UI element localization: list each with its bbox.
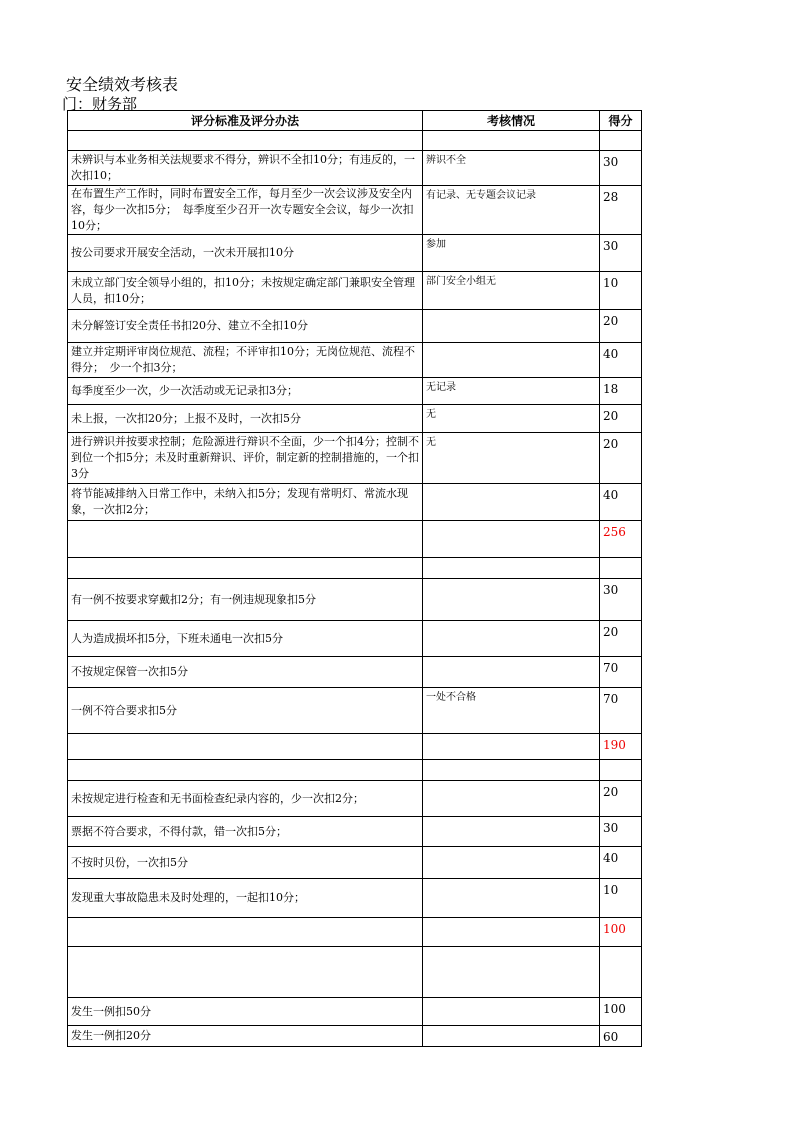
criteria-cell (68, 131, 423, 151)
score-cell: 256 (600, 521, 642, 558)
table-row (68, 879, 642, 918)
status-cell: 辨识不全 (423, 151, 600, 186)
table-row (68, 378, 642, 405)
status-cell (423, 558, 600, 579)
score-cell: 70 (600, 688, 642, 734)
table-row (68, 918, 642, 947)
status-cell (423, 781, 600, 817)
score-cell: 100 (600, 918, 642, 947)
status-cell (423, 918, 600, 947)
status-cell: 无记录 (423, 378, 600, 405)
table-row (68, 558, 642, 579)
status-cell (423, 947, 600, 998)
status-cell: 一处不合格 (423, 688, 600, 734)
table-row (68, 781, 642, 817)
score-cell: 20 (600, 781, 642, 817)
criteria-cell: 每季度至少一次，少一次活动或无记录扣3分； (68, 378, 423, 405)
criteria-cell: 未分解签订安全责任书扣20分、建立不全扣10分 (68, 310, 423, 343)
criteria-cell: 进行辨识并按要求控制；危险源进行辩识不全面，少一个扣4分；控制不到位一个扣5分；未及时重新辩识、评价，制定新的控制措施的，一个扣3分 (68, 433, 423, 484)
table-row (68, 847, 642, 879)
table-row (68, 186, 642, 235)
status-cell (423, 343, 600, 378)
score-cell: 70 (600, 657, 642, 688)
header-row (68, 111, 642, 131)
score-cell: 40 (600, 484, 642, 521)
criteria-cell: 未辨识与本业务相关法规要求不得分，辨识不全扣10分；有违反的，一次扣10； (68, 151, 423, 186)
status-cell (423, 817, 600, 847)
header-score: 得分 (600, 111, 642, 131)
status-cell (423, 579, 600, 621)
status-cell (423, 760, 600, 781)
score-cell: 40 (600, 847, 642, 879)
status-cell (423, 847, 600, 879)
score-cell: 28 (600, 186, 642, 235)
criteria-cell (68, 558, 423, 579)
table-row (68, 817, 642, 847)
criteria-cell: 按公司要求开展安全活动，一次未开展扣10分 (68, 235, 423, 272)
score-cell: 30 (600, 235, 642, 272)
status-cell: 无 (423, 433, 600, 484)
score-cell (600, 760, 642, 781)
score-cell: 30 (600, 817, 642, 847)
criteria-cell: 发生一例扣20分 (68, 1026, 423, 1047)
score-cell: 30 (600, 579, 642, 621)
status-cell: 无 (423, 405, 600, 433)
header-status: 考核情况 (423, 111, 600, 131)
table-row (68, 405, 642, 433)
table-row (68, 621, 642, 657)
status-cell (423, 484, 600, 521)
criteria-cell (68, 947, 423, 998)
criteria-cell (68, 521, 423, 558)
criteria-cell: 未成立部门安全领导小组的，扣10分；未按规定确定部门兼职安全管理人员，扣10分； (68, 272, 423, 310)
criteria-cell: 票据不符合要求，不得付款，错一次扣5分； (68, 817, 423, 847)
score-cell: 20 (600, 405, 642, 433)
table-row (68, 151, 642, 186)
table-row (68, 310, 642, 343)
criteria-cell: 发生一例扣50分 (68, 998, 423, 1026)
score-cell: 60 (600, 1026, 642, 1047)
status-cell: 参加 (423, 235, 600, 272)
criteria-cell: 建立并定期评审岗位规范、流程；不评审扣10分；无岗位规范、流程不得分； 少一个扣3分； (68, 343, 423, 378)
status-cell (423, 879, 600, 918)
status-cell (423, 521, 600, 558)
criteria-cell (68, 918, 423, 947)
table-row (68, 657, 642, 688)
criteria-cell: 发现重大事故隐患未及时处理的，一起扣10分； (68, 879, 423, 918)
status-cell: 部门安全小组无 (423, 272, 600, 310)
status-cell (423, 734, 600, 760)
table-row (68, 1026, 642, 1047)
status-cell (423, 310, 600, 343)
score-cell: 20 (600, 621, 642, 657)
table-row (68, 734, 642, 760)
criteria-cell: 有一例不按要求穿戴扣2分；有一例违规现象扣5分 (68, 579, 423, 621)
score-cell: 190 (600, 734, 642, 760)
criteria-cell (68, 760, 423, 781)
table-row (68, 998, 642, 1026)
table-row (68, 947, 642, 998)
table-row (68, 131, 642, 151)
score-cell: 30 (600, 151, 642, 186)
assessment-table (67, 110, 642, 1047)
table-row (68, 235, 642, 272)
criteria-cell: 未按规定进行检查和无书面检查纪录内容的，少一次扣2分； (68, 781, 423, 817)
score-cell (600, 558, 642, 579)
score-cell: 20 (600, 433, 642, 484)
score-cell: 10 (600, 272, 642, 310)
table-row (68, 484, 642, 521)
criteria-cell: 不按规定保管一次扣5分 (68, 657, 423, 688)
criteria-cell: 一例不符合要求扣5分 (68, 688, 423, 734)
criteria-cell: 不按时贝份，一次扣5分 (68, 847, 423, 879)
criteria-cell: 在布置生产工作时，同时布置安全工作，每月至少一次会议涉及安全内容，每少一次扣5分； 每季度至少召开一次专题安全会议，每少一次扣10分； (68, 186, 423, 235)
score-cell: 100 (600, 998, 642, 1026)
table-row (68, 760, 642, 781)
criteria-cell: 人为造成损坏扣5分，下班未通电一次扣5分 (68, 621, 423, 657)
table-row (68, 343, 642, 378)
status-cell (423, 657, 600, 688)
status-cell (423, 998, 600, 1026)
status-cell (423, 1026, 600, 1047)
criteria-cell (68, 734, 423, 760)
header-criteria: 评分标准及评分办法 (68, 111, 423, 131)
score-cell (600, 947, 642, 998)
status-cell (423, 131, 600, 151)
criteria-cell: 将节能减排纳入日常工作中，未纳入扣5分；发现有常明灯、常流水现象，一次扣2分； (68, 484, 423, 521)
department-label: 门：财务部 (62, 95, 138, 113)
score-cell: 10 (600, 879, 642, 918)
table-row (68, 521, 642, 558)
sheet-title: 安全绩效考核表 (66, 75, 179, 94)
status-cell (423, 621, 600, 657)
status-cell: 有记录、无专题会议记录 (423, 186, 600, 235)
table-row (68, 433, 642, 484)
table-row (68, 688, 642, 734)
table-row (68, 272, 642, 310)
table-row (68, 579, 642, 621)
score-cell: 40 (600, 343, 642, 378)
score-cell (600, 131, 642, 151)
score-cell: 18 (600, 378, 642, 405)
score-cell: 20 (600, 310, 642, 343)
criteria-cell: 未上报，一次扣20分；上报不及时，一次扣5分 (68, 405, 423, 433)
